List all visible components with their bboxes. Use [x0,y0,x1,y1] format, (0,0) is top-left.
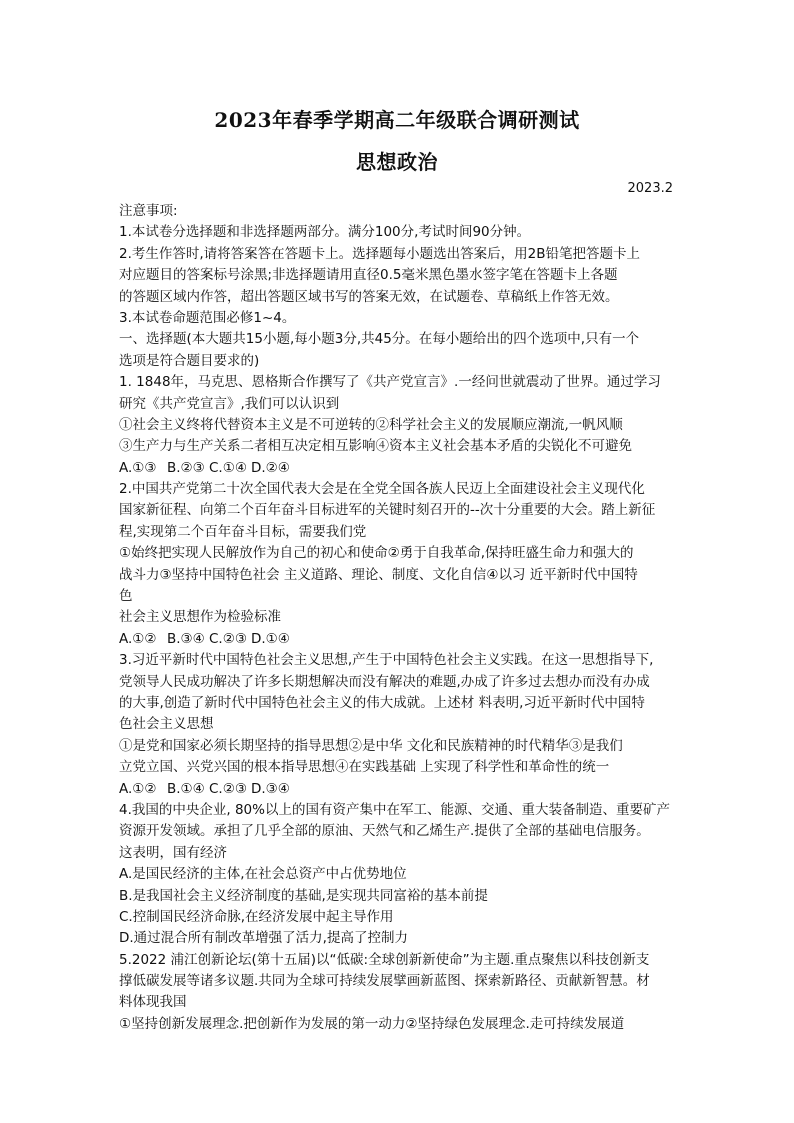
question-2-statements: 社会主义思想作为检验标准 [119,609,281,626]
option-a: A.①③ [119,459,157,476]
section-heading: 选项是符合题目要求的) [119,352,260,369]
notice-item: 3.本试卷命题范围必修1~4。 [119,309,296,326]
question-2-statements: 色 [119,588,133,605]
exam-title: 2023年春季学期高二年级联合调研测试 [214,108,580,132]
question-4-option-a: A.是国民经济的主体,在社会总资产中占优势地位 [119,866,407,883]
question-3-stem: 3.习近平新时代中国特色社会主义思想,产生于中国特色社会主义实践。在这一思想指导下, [119,652,654,669]
question-2-stem: 2.中国共产党第二十次全国代表大会是在全党全国各族人民迈上全面建设社会主义现代化 [119,481,645,498]
question-5-stem: 5.2022 浦江创新论坛(第十五届)以“低碳:全球创新新使命”为主题.重点聚焦以科技创新支 [119,951,650,968]
question-5-statements: ①坚持创新发展理念.把创新作为发展的第一动力②坚持绿色发展理念.走可持续发展道 [119,1015,625,1032]
notice-heading: 注意事项: [119,203,178,219]
notice-item: 对应题目的答案标号涂黑;非选择题请用直径0.5毫米黑色墨水签字笔在答题卡上各题 [119,267,618,284]
question-3-stem: 党领导人民成功解决了许多长期想解决而没有解决的难题,办成了许多过去想办而没有办成 [119,673,650,690]
option-b: B.①④ [167,780,205,797]
option-c: C.②③ [209,630,247,647]
question-3-stem: 的大事,创造了新时代中国特色社会主义的伟大成就。上述材 料表明,习近平新时代中国特 [119,694,645,711]
option-a: A.①② [119,630,157,647]
question-1-options [119,458,679,479]
question-4-option-d: D.通过混合所有制改革增强了活力,提高了控制力 [119,930,408,947]
option-c: C.②③ [209,780,247,797]
option-d: D.①④ [251,630,290,647]
question-4-stem: 资源开发领域。承担了几乎全部的原油、天然气和乙烯生产.提供了全部的基础电信服务。 [119,823,650,840]
question-5-stem: 撑低碳发展等诸多议题.共同为全球可持续发展擘画新蓝图、探索新路径、贡献新智慧。材 [119,973,650,990]
question-3-options [119,779,679,800]
question-1-stem: 1. 1848年，马克思、恩格斯合作撰写了《共产党宣言》.一经问世就震动了世界。通过学习 [119,374,661,391]
question-4-stem: 4.我国的中央企业, 80%以上的国有资产集中在军工、能源、交通、重大装备制造、重要矿产 [119,801,670,818]
question-2-stem: 国家新征程、向第二个百年奋斗目标进军的关键时刻召开的--次十分重要的大会。踏上新征 [119,502,656,519]
question-3-statements: 立党立国、兴党兴国的根本指导思想④在实践基础 上实现了科学性和革命性的统一 [119,759,610,776]
question-5-stem: 料体现我国 [119,994,187,1011]
notice-item: 1.本试卷分选择题和非选择题两部分。满分100分,考试时间90分钟。 [119,224,531,241]
subject-title: 思想政治 [356,150,438,174]
question-4-option-c: C.控制国民经济命脉,在经济发展中起主导作用 [119,908,394,925]
question-4-stem: 这表明，国有经济 [119,844,227,861]
exam-body [119,201,679,1035]
option-a: A.①② [119,780,157,797]
notice-item: 2.考生作答时,请将答案答在答题卡上。选择题每小题选出答案后，用2B铅笔把答题卡上 [119,245,641,262]
question-2-statements: ①始终把实现人民解放作为自己的初心和使命②勇于自我革命,保持旺盛生命力和强大的 [119,545,634,562]
option-d: D.②④ [251,459,290,476]
section-heading: 一、选择题(本大题共15小题,每小题3分,共45分。在每小题给出的四个选项中,只有一个 [119,331,640,348]
notice-item: 的答题区域内作答，超出答题区域书写的答案无效，在试题卷、草稿纸上作答无效。 [119,288,619,305]
question-2-options [119,629,679,650]
question-3-statements: ①是党和国家必须长期坚持的指导思想②是中华 文化和民族精神的时代精华③是我们 [119,737,623,754]
question-4-option-b: B.是我国社会主义经济制度的基础,是实现共同富裕的基本前提 [119,887,488,904]
option-b: B.②③ [167,459,205,476]
option-d: D.③④ [251,780,290,797]
option-b: B.③④ [167,630,205,647]
option-c: C.①④ [209,459,247,476]
question-2-statements: 战斗力③坚持中国特色社会 主义道路、理论、制度、文化自信④以习 近平新时代中国特 [119,566,638,583]
question-3-stem: 色社会主义思想 [119,716,214,733]
question-1-stem: 研究《共产党宣言》,我们可以认识到 [119,395,340,412]
question-2-stem: 程,实现第二个百年奋斗目标，需要我们党 [119,523,367,540]
question-1-statements: ③生产力与生产关系二者相互决定相互影响④资本主义社会基本矛盾的尖锐化不可避免 [119,438,632,455]
question-1-statements: ①社会主义终将代替资本主义是不可逆转的②科学社会主义的发展顺应潮流,一帆风顺 [119,416,623,433]
exam-date: 2023.2 [627,181,673,196]
